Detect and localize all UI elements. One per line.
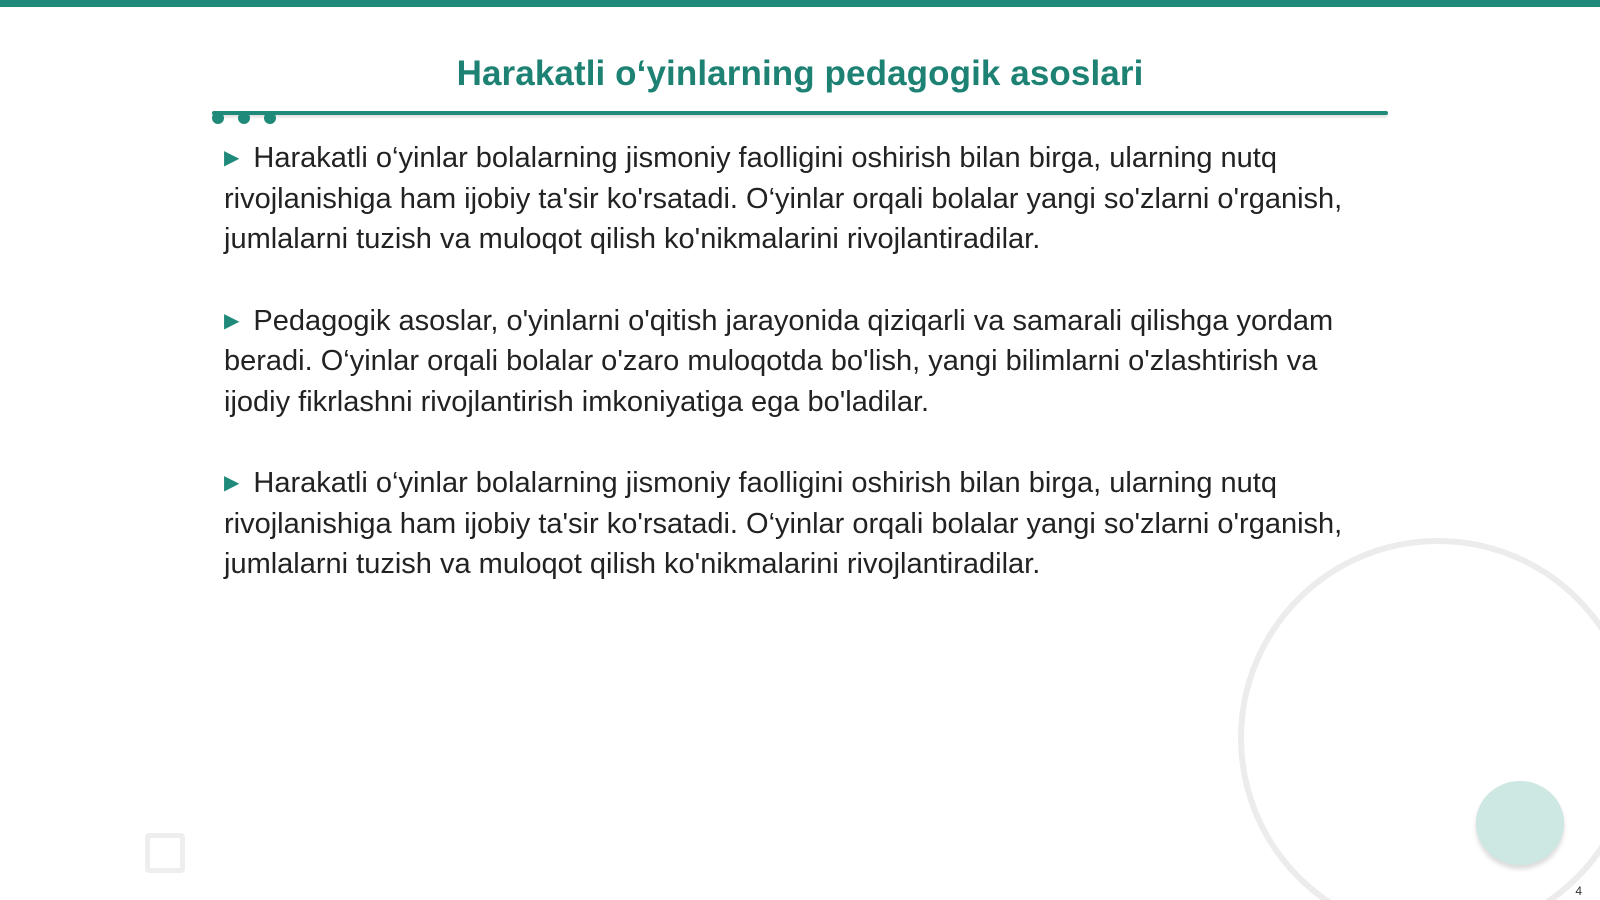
title-underline	[212, 111, 1388, 115]
decorative-dot	[212, 112, 224, 124]
top-accent-bar	[0, 0, 1600, 7]
decorative-disc	[1476, 781, 1564, 865]
bullet-text: Pedagogik asoslar, o'yinlarni o'qitish jarayonida qiziqarli va samarali qilishga yordam beradi. O‘yinlar orqali bolalar o'zaro muloqotda bo'lish, yangi bilimlarni o'zlashtirish va ijodiy fikrlashni rivojlantirish imkoniyatiga ega bo'ladilar.	[224, 304, 1334, 418]
bullet-item	[224, 301, 1374, 423]
slide-title: Harakatli o‘yinlarning pedagogik asoslari	[456, 54, 1144, 93]
bullet-text: Harakatli o‘yinlar bolalarning jismoniy faolligini oshirish bilan birga, ularning nutq rivojlanishiga ham ijobiy ta'sir ko'rsatadi. O‘yinlar orqali bolalar yangi so'zlarni o'rganish, jumlalarni tuzish va muloqot qilish ko'nikmalarini rivojlantiradilar.	[224, 467, 1343, 580]
page-number: 4	[1575, 884, 1582, 898]
decorative-dot	[238, 112, 250, 124]
play-triangle-icon: ▶	[224, 147, 240, 169]
bullet-list	[224, 138, 1374, 626]
bullet-item	[224, 463, 1374, 585]
play-triangle-icon: ▶	[224, 309, 240, 332]
decorative-dot	[264, 112, 276, 124]
decorative-square	[145, 833, 185, 873]
play-triangle-icon: ▶	[224, 472, 240, 494]
bullet-text: Harakatli o‘yinlar bolalarning jismoniy faolligini oshirish bilan birga, ularning nutq rivojlanishiga ham ijobiy ta'sir ko'rsatadi. O‘yinlar orqali bolalar yangi so'zlarni o'rganish, jumlalarni tuzish va muloqot qilish ko'nikmalarini rivojlantiradilar.	[224, 142, 1343, 255]
bullet-item	[224, 138, 1374, 260]
